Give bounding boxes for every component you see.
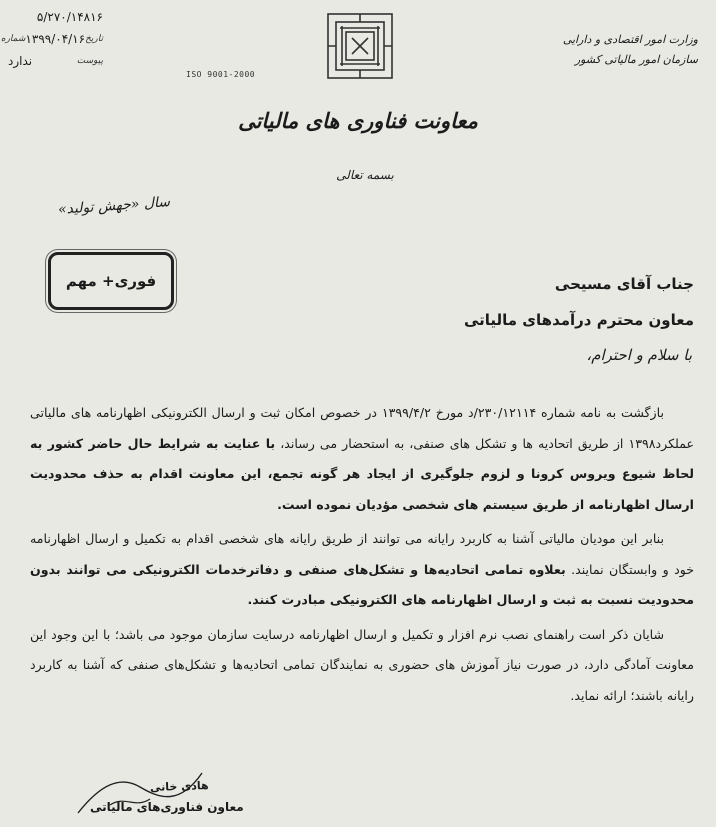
besm-heading: بسمه تعالی: [336, 168, 394, 182]
ministry-name: وزارت امور اقتصادی و دارایی: [562, 33, 698, 46]
attachment-label: پیوست: [76, 56, 103, 66]
date-label: تاریخ: [85, 34, 103, 44]
letter-number: ۵/۲۷۰/۱۴۸۱۶: [36, 10, 103, 24]
recipient-name: جناب آقای مسیحی: [554, 275, 694, 293]
signatory-name: هادی خانی: [149, 778, 209, 795]
ministry-header: [548, 30, 698, 70]
urgent-stamp: فوری+ مهم: [48, 252, 174, 310]
year-slogan: سال «جهش تولید»: [57, 194, 171, 218]
paragraph-3-text: شایان ذکر است راهنمای نصب نرم افزار و تکمیل و ارسال اظهارنامه درسایت سازمان موجود می باشد؛ با این وجود این معاونت آمادگی دارد، در صورت نیاز آموزش های حضوری به نمایندگان تمامی اتحادیه‌ها و تشکل‌های صنفی که آشنا به کاربرد رایانه باشند؛ ارائه نماید.: [30, 626, 694, 703]
iso-label: ISO 9001-2000: [186, 70, 256, 79]
letter-date-row: [0, 28, 103, 50]
organization-name: سازمان امور مالیاتی کشور: [574, 53, 698, 66]
paragraph-2: [30, 524, 694, 616]
letter-number-row: [8, 6, 103, 28]
letter-body: [30, 398, 694, 715]
signatory-title: معاون فناوری‌های مالیاتی: [90, 800, 244, 814]
paragraph-1-text: بازگشت به نامه شماره ۲۳۰/۱۲۱۱۴/د مورخ ۱۳۹۹/۴/۲ در خصوص امکان ثبت و ارسال الکترونیکی اظهارنامه های مالیاتی عملکرد۱۳۹۸ از طریق اتحادیه ها و تشکل های صنفی، به استحضار می رساند،: [30, 405, 694, 451]
attachment-value: ندارد: [8, 54, 33, 68]
ministry-emblem-logo: [322, 8, 398, 84]
paragraph-1-bold: با عنایت به شرایط حال حاضر کشور به لحاظ شیوع ویروس کرونا و لزوم جلوگیری از ایجاد هر گونه تجمع، این معاونت اقدام به حذف محدودیت ارسال اظهارنامه از طریق سیستم های شخصی مؤدیان نموده است.: [30, 435, 694, 512]
paragraph-2-bold: بعلاوه تمامی اتحادیه‌ها و تشکل‌های صنفی و دفاترخدمات الکترونیکی می توانند بدون محدودیت نسبت به ثبت و ارسال اظهارنامه های الکترونیکی مبادرت کنند.: [30, 561, 694, 607]
letter-date: ۱۳۹۹/۰۴/۱۶: [25, 32, 86, 46]
paragraph-3: [30, 620, 694, 712]
signature-mark: [70, 765, 210, 825]
recipient-block: [274, 266, 694, 338]
recipient-position: معاون محترم درآمدهای مالیاتی: [463, 311, 694, 329]
letter-metadata: [0, 6, 103, 72]
paragraph-1: [30, 398, 694, 520]
letter-title: معاونت فناوری های مالیاتی: [238, 108, 478, 133]
paragraph-2-text: بنابر این مودیان مالیاتی آشنا به کاربرد رایانه می توانند از طریق رایانه های شخصی اقدام به تکمیل و ارسال اظهارنامه خود و وابستگان نمایند.: [30, 531, 694, 577]
attachment-row: [8, 50, 103, 72]
number-label: شماره: [0, 34, 26, 44]
greeting: با سلام و احترام،: [586, 346, 692, 364]
